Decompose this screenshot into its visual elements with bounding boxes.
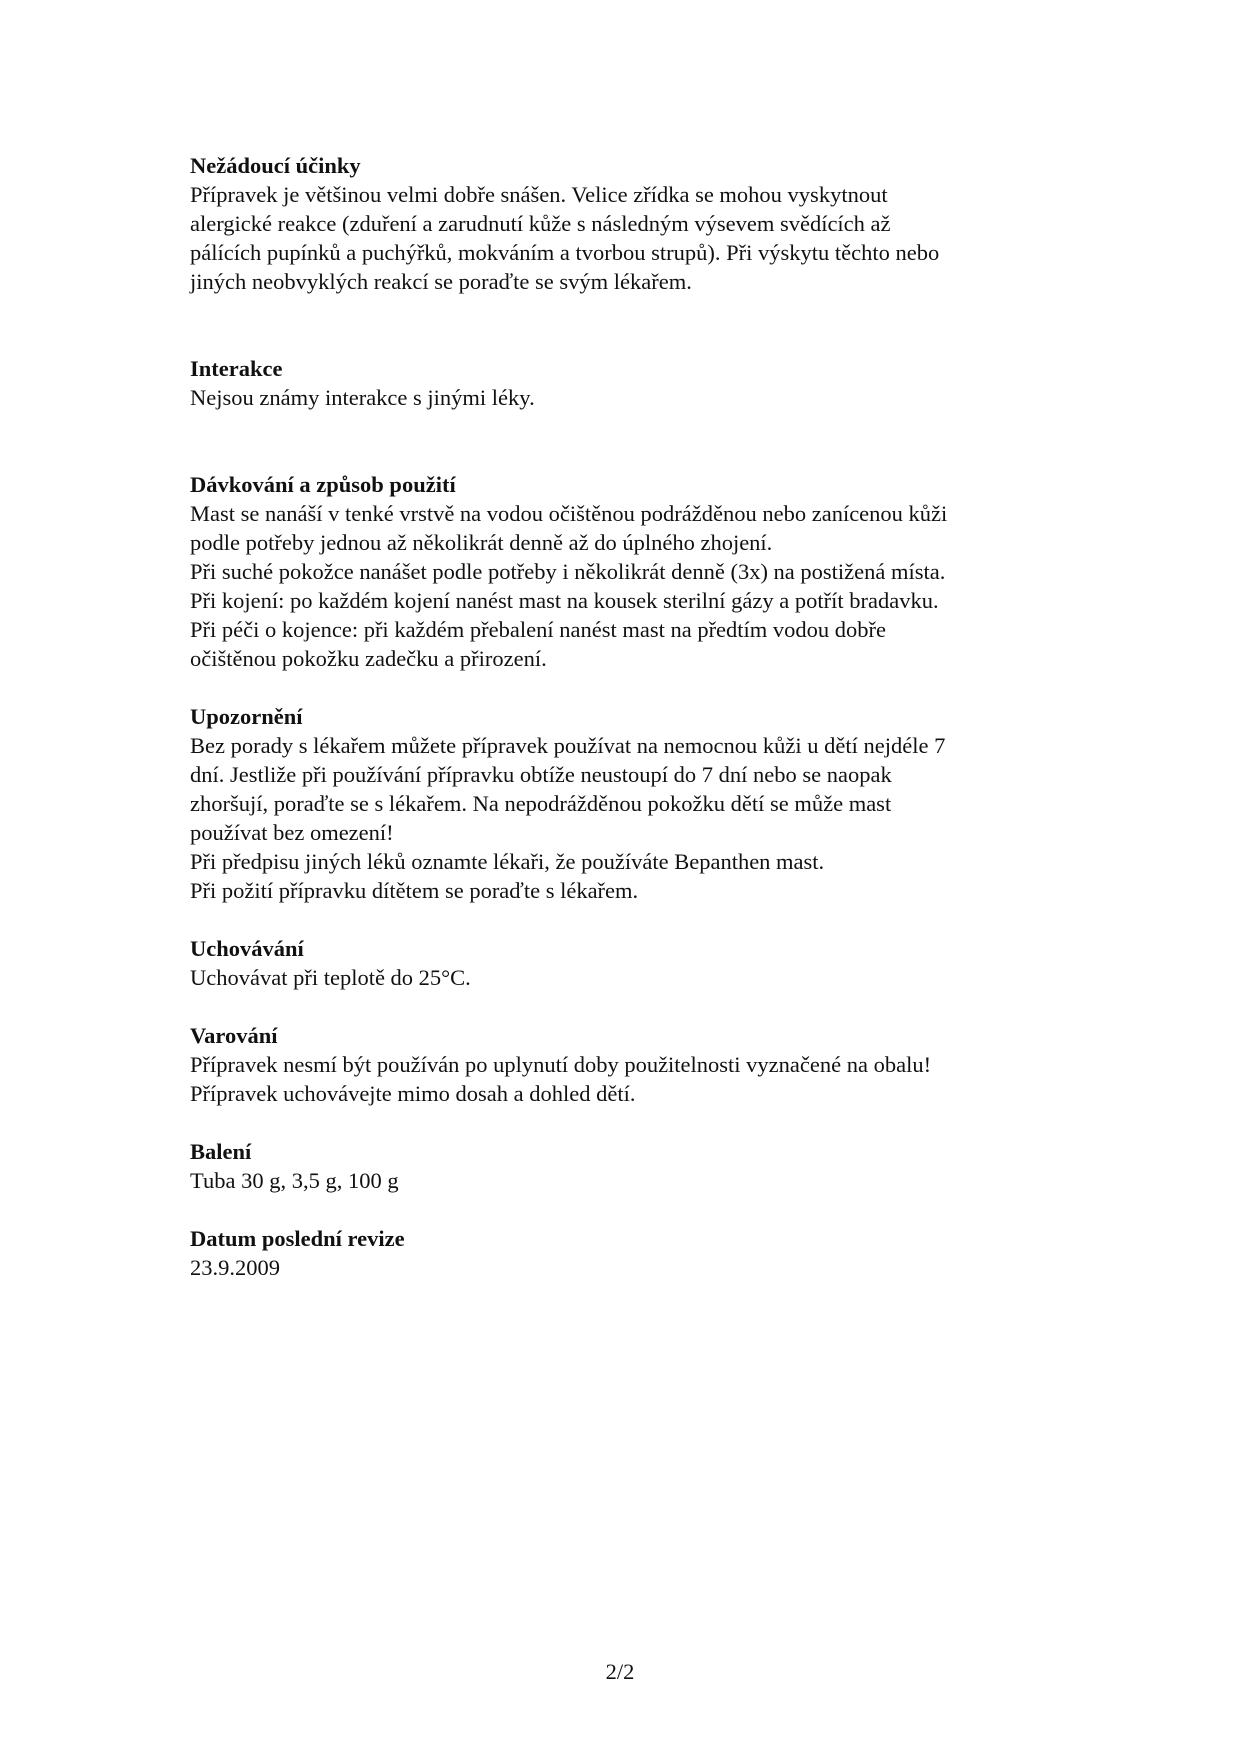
section-spacer bbox=[190, 673, 1070, 702]
section-warning-notice bbox=[190, 702, 1070, 905]
paragraph-line: Při požití přípravku dítětem se poraďte s lékařem. bbox=[190, 878, 639, 903]
paragraph-line: zhoršují, poraďte se s lékařem. Na nepodrážděnou pokožku dětí se může mast bbox=[190, 791, 892, 816]
paragraph-line: Uchovávat při teplotě do 25°C. bbox=[190, 965, 471, 990]
paragraph-line: alergické reakce (zduření a zarudnutí kůže s následným výsevem svědících až bbox=[190, 211, 891, 236]
section-spacer bbox=[190, 412, 1070, 470]
paragraph-line: Nejsou známy interakce s jinými léky. bbox=[190, 385, 535, 410]
section-interactions bbox=[190, 354, 1070, 412]
section-spacer bbox=[190, 296, 1070, 354]
paragraph-line: pálících pupínků a puchýřků, mokváním a tvorbou strupů). Při výskytu těchto nebo bbox=[190, 240, 940, 265]
paragraph-line: podle potřeby jednou až několikrát denně až do úplného zhojení. bbox=[190, 530, 773, 555]
paragraph-line: Přípravek nesmí být používán po uplynutí doby použitelnosti vyznačené na obalu! bbox=[190, 1052, 932, 1077]
section-heading: Upozornění bbox=[190, 704, 303, 729]
paragraph-line: Bez porady s lékařem můžete přípravek používat na nemocnou kůži u dětí nejdéle 7 bbox=[190, 733, 946, 758]
section-caution bbox=[190, 1021, 1070, 1108]
section-heading: Uchovávání bbox=[190, 936, 304, 961]
paragraph-line: Tuba 30 g, 3,5 g, 100 g bbox=[190, 1168, 399, 1193]
section-spacer bbox=[190, 1108, 1070, 1137]
section-heading: Varování bbox=[190, 1023, 278, 1048]
section-heading: Balení bbox=[190, 1139, 252, 1164]
paragraph-line: Při suché pokožce nanášet podle potřeby i několikrát denně (3x) na postižená místa. bbox=[190, 559, 946, 584]
paragraph-line: Přípravek uchovávejte mimo dosah a dohled dětí. bbox=[190, 1081, 636, 1106]
section-spacer bbox=[190, 1195, 1070, 1224]
paragraph-line: Přípravek je většinou velmi dobře snášen. Velice zřídka se mohou vyskytnout bbox=[190, 182, 888, 207]
section-storage bbox=[190, 934, 1070, 992]
paragraph-line: dní. Jestliže při používání přípravku obtíže neustoupí do 7 dní nebo se naopak bbox=[190, 762, 892, 787]
paragraph-line: Při péči o kojence: při každém přebalení nanést mast na předtím vodou dobře bbox=[190, 617, 887, 642]
section-heading: Datum poslední revize bbox=[190, 1226, 405, 1251]
paragraph-line: Při předpisu jiných léků oznamte lékaři, že používáte Bepanthen mast. bbox=[190, 849, 825, 874]
page-number: 2/2 bbox=[605, 1659, 635, 1684]
paragraph-line: Mast se nanáší v tenké vrstvě na vodou očištěnou podrážděnou nebo zanícenou kůži bbox=[190, 501, 948, 526]
paragraph-line: očištěnou pokožku zadečku a přirození. bbox=[190, 646, 547, 671]
section-packaging bbox=[190, 1137, 1070, 1195]
section-revision-date bbox=[190, 1224, 1070, 1282]
paragraph-line: používat bez omezení! bbox=[190, 820, 394, 845]
section-adverse-effects bbox=[190, 151, 1070, 296]
section-heading: Interakce bbox=[190, 356, 283, 381]
section-heading: Dávkování a způsob použití bbox=[190, 472, 456, 497]
section-heading: Nežádoucí účinky bbox=[190, 153, 361, 178]
section-dosage bbox=[190, 470, 1070, 673]
document-content bbox=[190, 151, 1070, 1282]
section-spacer bbox=[190, 992, 1070, 1021]
paragraph-line: Při kojení: po každém kojení nanést mast na kousek sterilní gázy a potřít bradavku. bbox=[190, 588, 939, 613]
section-spacer bbox=[190, 905, 1070, 934]
paragraph-line: 23.9.2009 bbox=[190, 1255, 280, 1280]
paragraph-line: jiných neobvyklých reakcí se poraďte se svým lékařem. bbox=[190, 269, 692, 294]
